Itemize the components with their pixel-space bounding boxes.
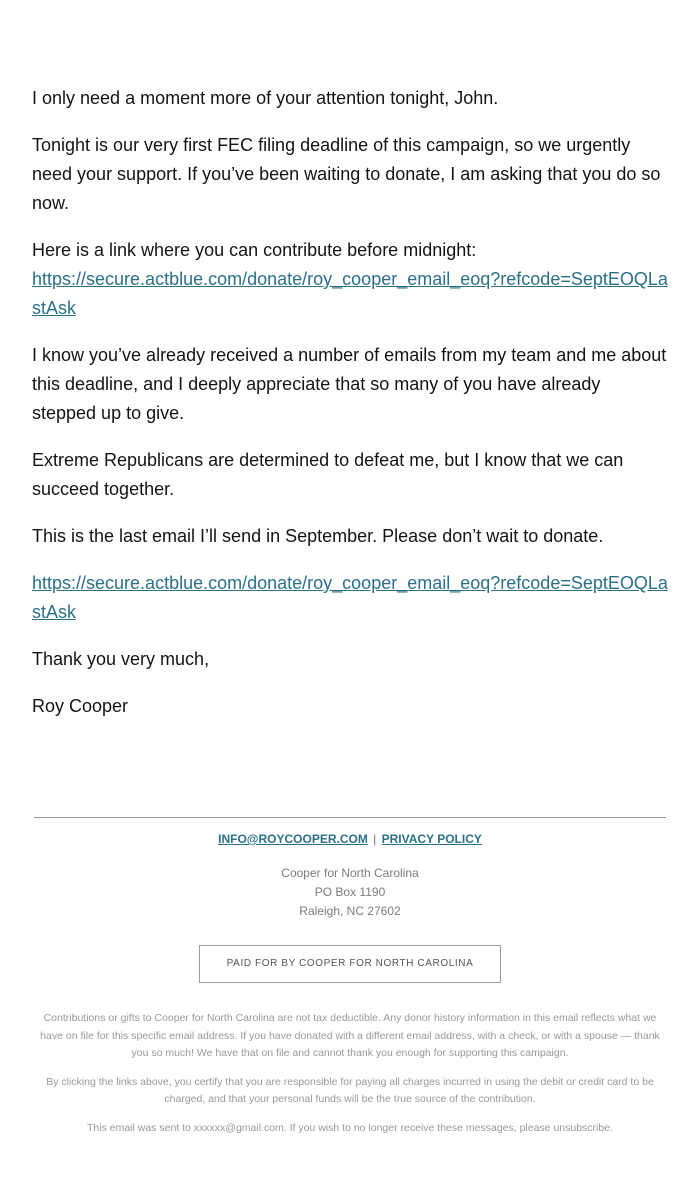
- paragraph-republicans: Extreme Republicans are determined to defeat me, but I know that we can succeed together.: [32, 450, 624, 499]
- disclaimer-certify: By clicking the links above, you certify that you are responsible for paying all charges incurred in using the debit or credit card to be charged, and that your personal funds will be the true source of the contribution.: [46, 1075, 654, 1105]
- footer-link-separator: |: [373, 832, 377, 846]
- donate-link-1[interactable]: https://secure.actblue.com/donate/roy_cooper_email_eoq?refcode=SeptEOQLastAsk: [32, 269, 668, 318]
- disclaimer-unsubscribe: This email was sent to xxxxxx@gmail.com. If you wish to no longer receive these messages, please unsubscribe.: [87, 1121, 613, 1134]
- mailing-address: [0, 864, 700, 921]
- footer-disclaimer: [37, 1010, 663, 1137]
- link-intro-text: Here is a link where you can contribute before midnight:: [32, 240, 477, 260]
- footer-divider: [34, 817, 666, 818]
- paragraph-greeting: I only need a moment more of your attention tonight, John.: [32, 88, 499, 108]
- footer-links: [0, 830, 700, 848]
- paid-for-box: PAID FOR BY COOPER FOR NORTH CAROLINA: [199, 945, 501, 983]
- paragraph-deadline: Tonight is our very first FEC filing deadline of this campaign, so we urgently need your support. If you’ve been waiting to donate, I am asking that you do so now.: [32, 135, 661, 213]
- address-line-city: Raleigh, NC 27602: [299, 904, 401, 918]
- paragraph-appreciation: I know you’ve already received a number of emails from my team and me about this deadline, and I deeply appreciate that so many of you have already stepped up to give.: [32, 345, 667, 423]
- privacy-policy-link[interactable]: PRIVACY POLICY: [381, 832, 482, 846]
- paragraph-last-email: This is the last email I’ll send in September. Please don’t wait to donate.: [32, 526, 604, 546]
- address-line-organization: Cooper for North Carolina: [281, 866, 419, 880]
- paragraph-thanks: Thank you very much,: [32, 649, 210, 669]
- paragraph-link-intro: [32, 236, 668, 323]
- donate-link-2[interactable]: https://secure.actblue.com/donate/roy_cooper_email_eoq?refcode=SeptEOQLastAsk: [32, 573, 668, 622]
- disclaimer-tax: Contributions or gifts to Cooper for North Carolina are not tax deductible. Any donor history information in this email reflects what we have on file for this specific email address. If you have donated with a different email address, with a check, or with a spouse — thank you so much! We have that on file and cannot thank you enough for supporting this campaign.: [40, 1012, 660, 1059]
- email-footer: [0, 830, 700, 1148]
- paragraph-link-2: [32, 569, 668, 627]
- address-line-po-box: PO Box 1190: [314, 885, 386, 899]
- contact-email-link[interactable]: INFO@ROYCOOPER.COM: [218, 832, 368, 846]
- signature: Roy Cooper: [32, 696, 129, 716]
